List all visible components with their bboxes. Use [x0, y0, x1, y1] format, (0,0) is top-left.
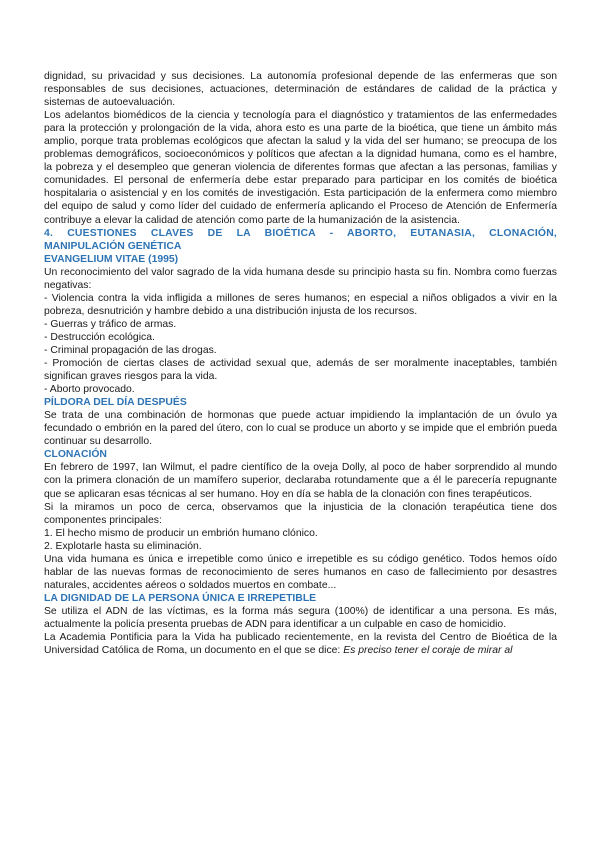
pildora-heading: PÍLDORA DEL DÍA DESPUÉS [44, 397, 187, 409]
clonacion-paragraph-1: En febrero de 1997, Ian Wilmut, el padre científico de la oveja Dolly, al poco de haber sorprendido al mundo con la primera clonación de un mamífero superior, declaraba rotundamente que a él le parecería repugnante que se aplicaran esas técnicas al ser humano. Hoy en día se habla de la clonación con fines terapéuticos. [44, 462, 557, 500]
clonacion-paragraph-3: Una vida humana es única e irrepetible como único e irrepetible es su código genético. Todos hemos oído hablar de las nuevas formas de reconocimiento de seres humanos en caso de fallecimiento por desastres naturales, accidentes aéreos o soldados muertos en combate... [44, 553, 557, 591]
evangelium-heading: EVANGELIUM VITAE (1995) [44, 253, 179, 265]
dignidad-paragraph-2-text: La Academia Pontificia para la Vida ha publicado recientemente, en la revista del Centro de Bioética de la Universidad Católica de Roma, un documento en el que se dice: [44, 632, 557, 657]
clonacion-heading: CLONACIÓN [44, 449, 107, 461]
dignidad-heading: LA DIGNIDAD DE LA PERSONA ÚNICA E IRREPETIBLE [44, 592, 317, 604]
evangelium-intro: Un reconocimiento del valor sagrado de la vida humana desde su principio hasta su fin. Nombra como fuerzas negativas: [44, 266, 557, 291]
evangelium-item: - Aborto provocado. [44, 384, 135, 396]
evangelium-item: - Guerras y tráfico de armas. [44, 318, 177, 330]
evangelium-item: - Violencia contra la vida infligida a millones de seres humanos; en especial a niños obligados a vivir en la pobreza, desnutrición y hambre debido a una distribución injusta de los recursos. [44, 292, 557, 317]
evangelium-item: - Criminal propagación de las drogas. [44, 344, 217, 356]
section-4-heading-line-2: MANIPULACIÓN GENÉTICA [44, 240, 182, 252]
evangelium-item: - Destrucción ecológica. [44, 331, 155, 343]
clonacion-item: 1. El hecho mismo de producir un embrión humano clónico. [44, 527, 318, 539]
intro-paragraph-1: dignidad, su privacidad y sus decisiones. La autonomía profesional depende de las enfermeras que son responsables de sus decisiones, actuaciones, determinación de estándares de calidad de la práctica y sistemas de autoevaluación. [44, 71, 557, 109]
clonacion-paragraph-2: Si la miramos un poco de cerca, observamos que la injusticia de la clonación terapéutica tiene dos componentes principales: [44, 501, 557, 526]
dignidad-paragraph-2 [44, 631, 557, 657]
clonacion-item: 2. Explotarle hasta su eliminación. [44, 540, 202, 552]
document-page [44, 70, 557, 657]
evangelium-item: - Promoción de ciertas clases de actividad sexual que, además de ser moralmente inaceptables, también significan graves riesgos para la vida. [44, 358, 557, 383]
intro-paragraph-2: Los adelantos biomédicos de la ciencia y tecnología para el diagnóstico y tratamientos de las enfermedades para la protección y prolongación de la vida, ahora esto es una parte de la bioética, que tiene un ámbito más amplio, porque trata problemas ecológicos que afectan la salud y la vida del ser humano; se preocupa de los problemas demográficos, socioeconómicos y políticos que afectan a la dignidad humana, como es el hambre, la pobreza y el desempleo que generan violencia de diferentes formas que afectan a las personas, familias y comunidades. El personal de enfermería debe estar preparado para participar en los comités de bioética hospitalaria o asistencial y en los comités de investigación. Esta participación de la enfermera como miembro del equipo de salud y como líder del cuidado de enfermería aplicando el Proceso de Atención de Enfermería contribuye a elevar la calidad de atención como parte de la humanización de la asistencia. [44, 110, 557, 226]
dignidad-paragraph-1: Se utiliza el ADN de las víctimas, es la forma más segura (100%) de identificar a una persona. Es más, actualmente la policía presenta pruebas de ADN para identificar a un culpable en caso de homicidio. [44, 605, 557, 630]
section-4-heading-line-1: 4. CUESTIONES CLAVES DE LA BIOÉTICA - ABORTO, EUTANASIA, CLONACIÓN, [44, 227, 557, 239]
dignidad-quote: Es preciso tener el coraje de mirar al [343, 645, 513, 657]
pildora-text: Se trata de una combinación de hormonas que puede actuar impidiendo la implantación de un óvulo ya fecundado o embrión en la pared del útero, con lo cual se produce un aborto y se impide que el embrión pueda continuar su desarrollo. [44, 410, 557, 448]
